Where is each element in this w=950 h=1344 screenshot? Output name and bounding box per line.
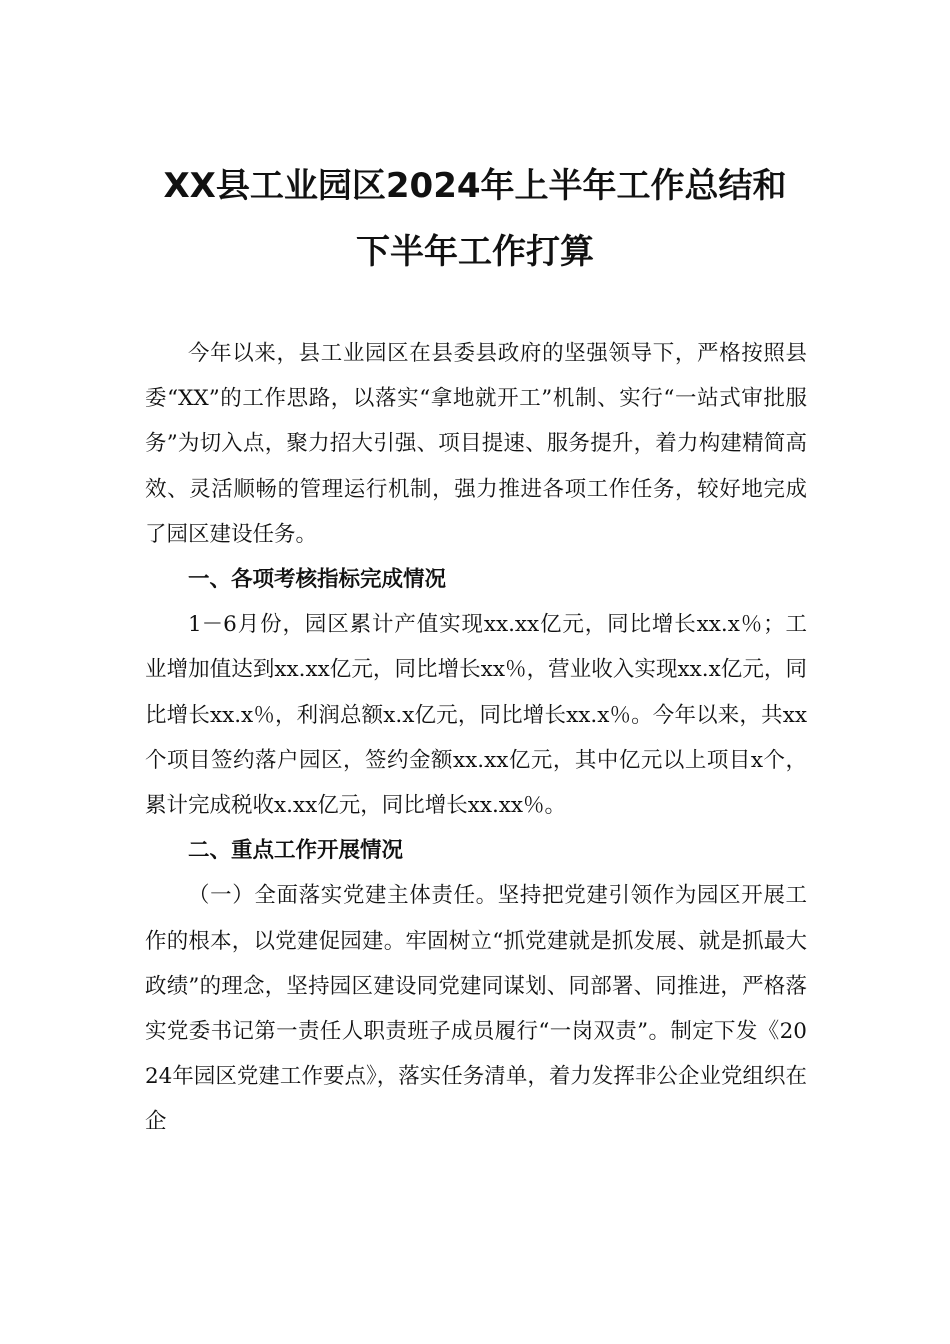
intro-paragraph: 今年以来，县工业园区在县委县政府的坚强领导下，严格按照县委“XX”的工作思路，以落实“拿地就开工”机制、实行“一站式审批服务”为切入点，聚力招大引强、项目提速、服务提升，着力构建精简高效、灵活顺畅的管理运行机制，强力推进各项工作任务，较好地完成了园区建设任务。 — [145, 341, 807, 547]
document-title-line-1: XX县工业园区2024年上半年工作总结和 — [163, 166, 787, 206]
section-2-paragraph: （一）全面落实党建主体责任。坚持把党建引领作为园区开展工作的根本，以党建促园建。牢固树立“抓党建就是抓发展、就是抓最大政绩”的理念，坚持园区建设同党建同谋划、同部署、同推进，严格落实党委书记第一责任人职责班子成员履行“一岗双责”。制定下发《2024年园区党建工作要点》，落实任务清单，着力发挥非公企业党组织在企 — [145, 883, 807, 1135]
section-1-heading: 一、各项考核指标完成情况 — [188, 567, 447, 593]
section-1-paragraph: 1－6月份，园区累计产值实现xx.xx亿元，同比增长xx.x％；工业增加值达到xx.xx亿元，同比增长xx％，营业收入实现xx.x亿元，同比增长xx.x％，利润总额x.x亿元，同比增长xx.x％。今年以来，共xx个项目签约落户园区，签约金额xx.xx亿元，其中亿元以上项目x个，累计完成税收x.xx亿元，同比增长xx.xx％。 — [145, 612, 807, 819]
document-body — [145, 331, 807, 1145]
document-title-line-2: 下半年工作打算 — [356, 232, 594, 272]
section-2-heading: 二、重点工作开展情况 — [188, 838, 404, 864]
